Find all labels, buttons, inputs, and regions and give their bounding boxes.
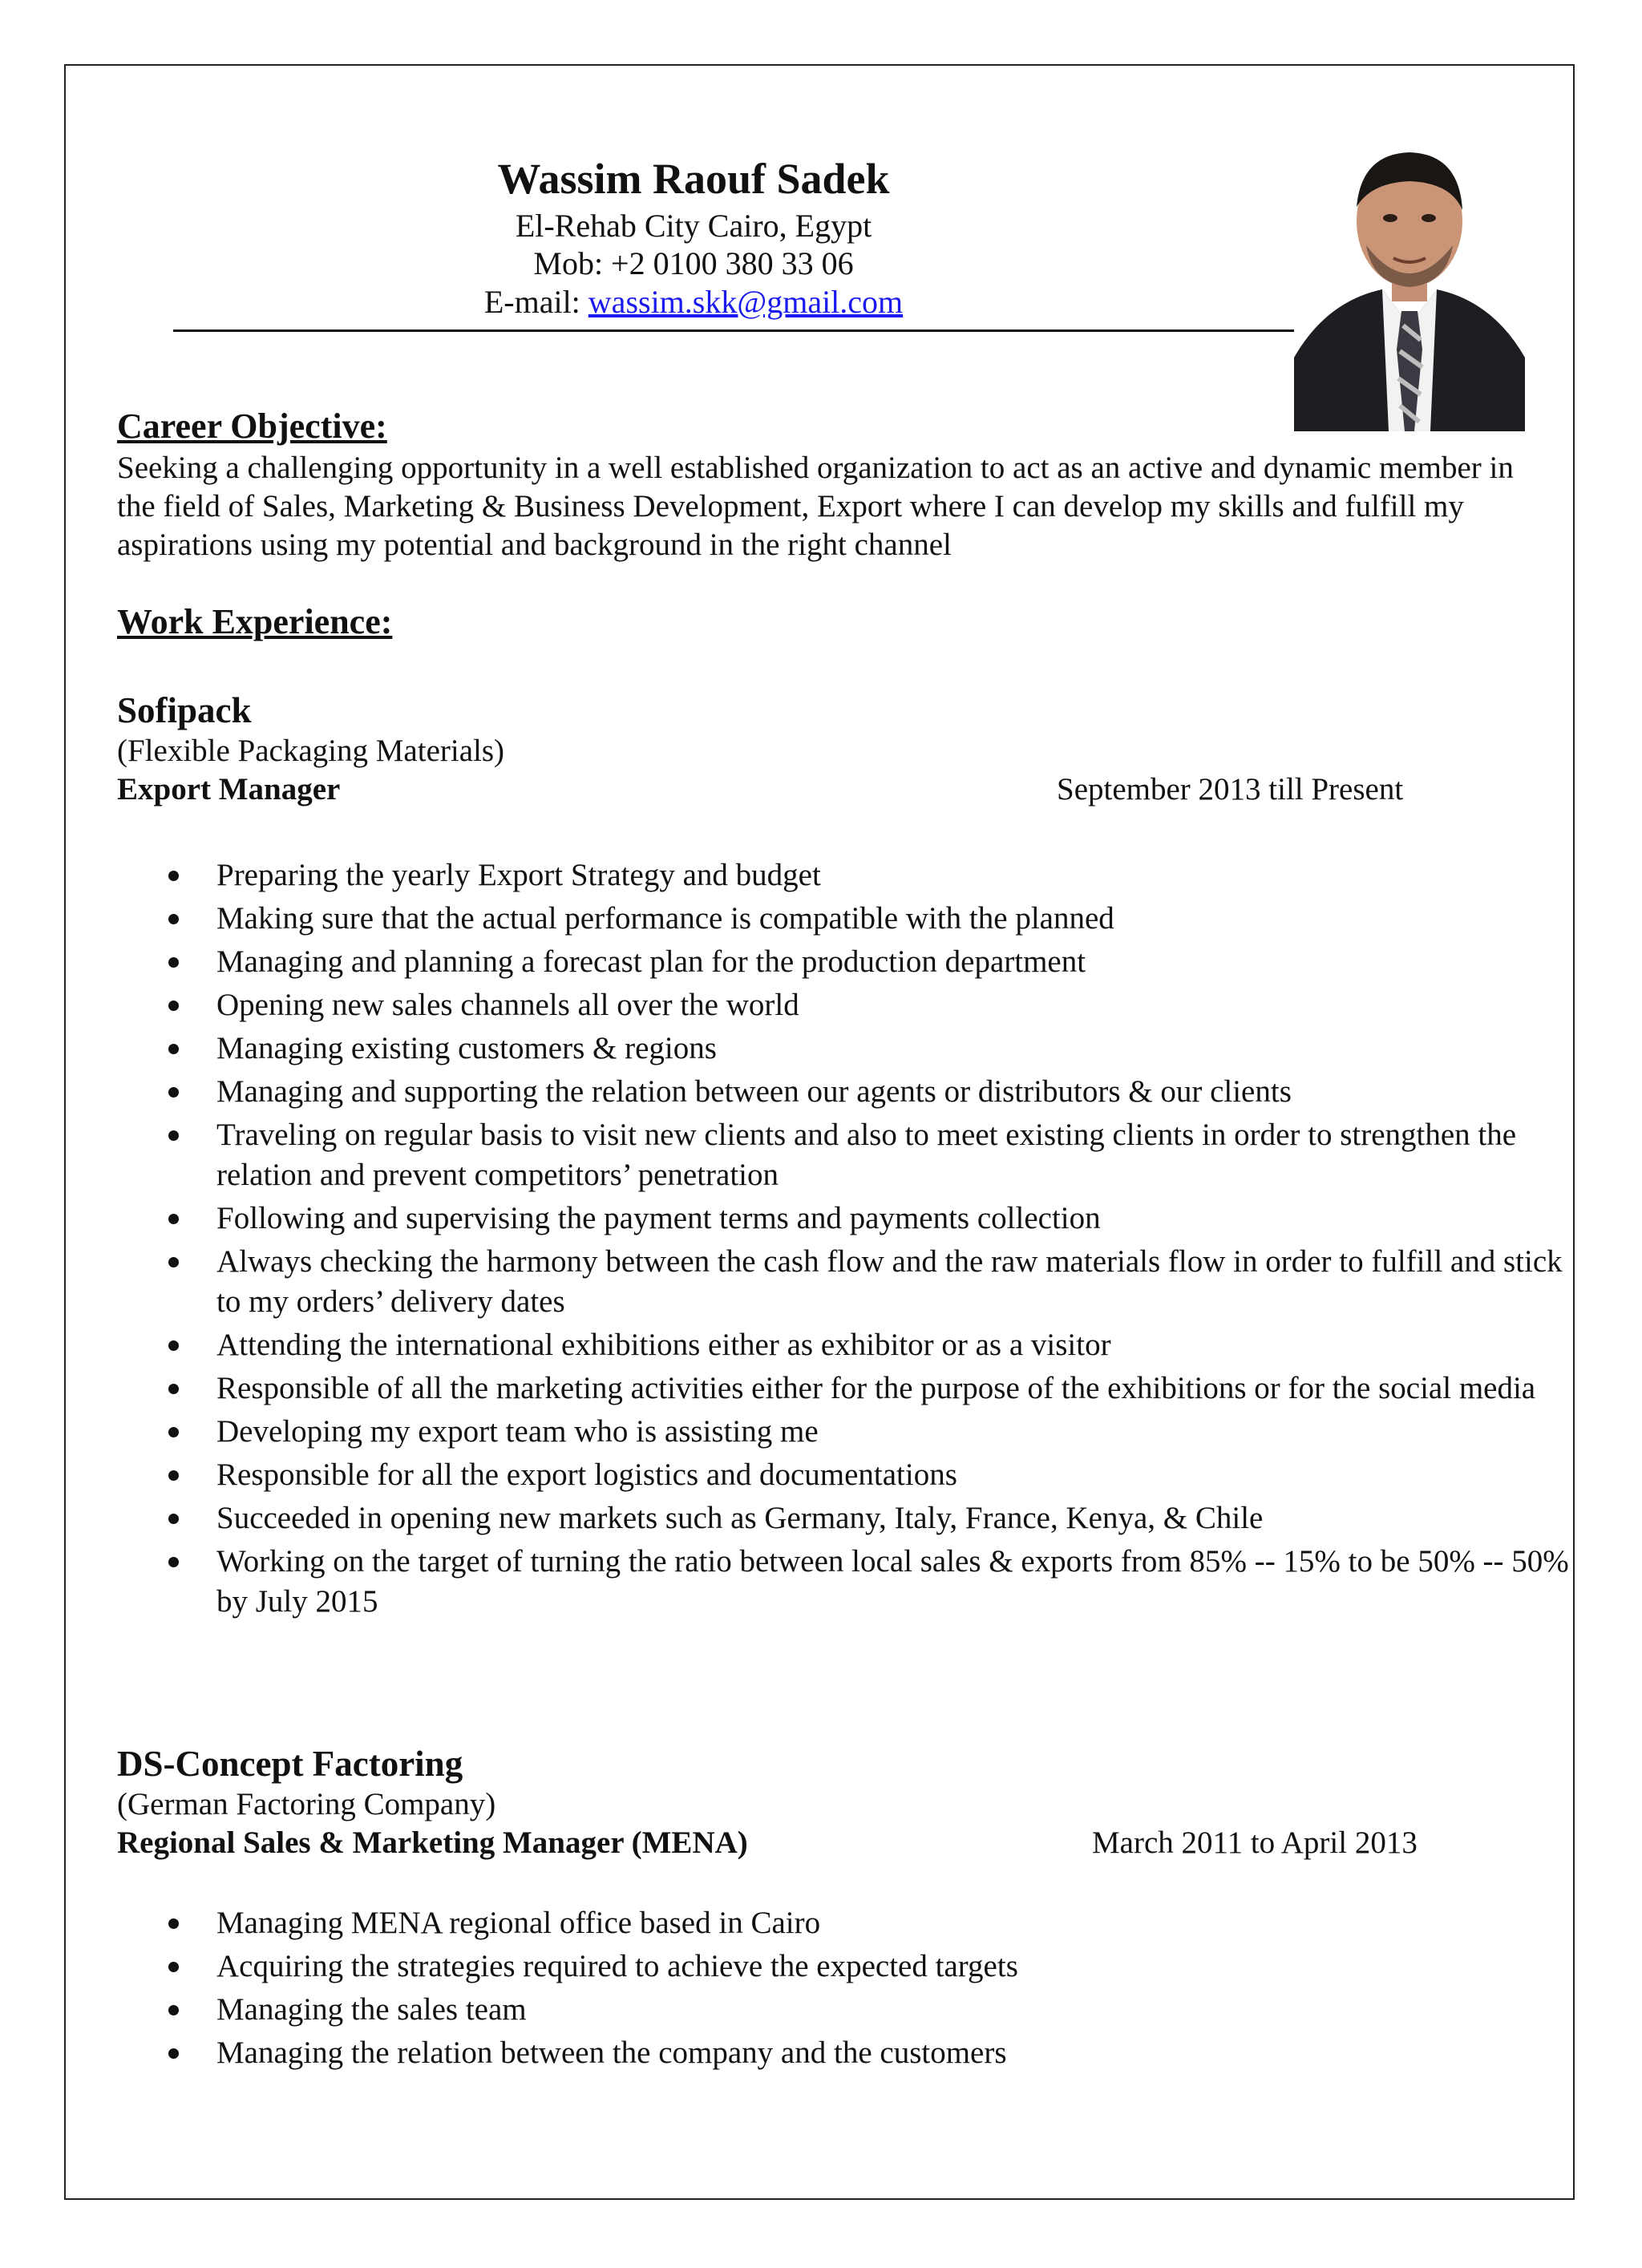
list-item: Succeeded in opening new markets such as Germany, Italy, France, Kenya, & Chile	[0, 1498, 1571, 1538]
bullet-icon	[168, 1514, 179, 1524]
list-item: Making sure that the actual performance is compatible with the planned	[0, 899, 1571, 939]
list-item: Managing and supporting the relation between our agents or distributors & our clients	[0, 1072, 1571, 1112]
profile-photo	[1294, 141, 1525, 431]
work-experience-title: Work Experience:	[117, 602, 393, 641]
email-label: E-mail:	[483, 284, 588, 320]
job-title: Export Manager	[117, 772, 341, 807]
bullet-icon	[168, 1001, 179, 1011]
bullet-icon	[168, 957, 179, 968]
bullet-icon	[168, 1087, 179, 1098]
email-line	[0, 283, 1387, 321]
list-item: Responsible of all the marketing activities either for the purpose of the exhibitions or for the social media	[0, 1368, 1571, 1409]
bullet-icon	[168, 1427, 179, 1437]
list-item: Managing the relation between the company and the customers	[0, 2033, 1571, 2073]
list-item: Preparing the yearly Export Strategy and budget	[0, 855, 1571, 895]
job-responsibilities-list	[0, 855, 1571, 1625]
job-responsibilities-list	[0, 1903, 1571, 2076]
company-industry: (Flexible Packaging Materials)	[117, 734, 505, 768]
list-item: Opening new sales channels all over the world	[0, 985, 1571, 1025]
bullet-icon	[168, 1130, 179, 1141]
bullet-icon	[168, 1962, 179, 1972]
email-link[interactable]: wassim.skk@gmail.com	[588, 284, 904, 320]
bullet-icon	[168, 1384, 179, 1394]
bullet-icon	[168, 2005, 179, 2015]
bullet-icon	[168, 1918, 179, 1929]
career-objective-title: Career Objective:	[117, 406, 387, 446]
header-divider	[173, 329, 1296, 332]
address: El-Rehab City Cairo, Egypt	[515, 208, 872, 244]
bullet-icon	[168, 914, 179, 924]
list-item: Managing the sales team	[0, 1990, 1571, 2030]
list-item: Managing existing customers & regions	[0, 1029, 1571, 1069]
job-dates: March 2011 to April 2013	[1092, 1825, 1418, 1860]
bullet-icon	[168, 1470, 179, 1481]
job-dates: September 2013 till Present	[1057, 772, 1404, 807]
list-item: Developing my export team who is assisting me	[0, 1412, 1571, 1452]
company-name: DS-Concept Factoring	[117, 1744, 463, 1784]
list-item: Managing and planning a forecast plan for the production department	[0, 942, 1571, 982]
job-title: Regional Sales & Marketing Manager (MENA)	[117, 1825, 748, 1860]
list-item: Always checking the harmony between the cash flow and the raw materials flow in order to fulfill and stick to my orders’ delivery dates	[0, 1242, 1571, 1322]
list-item: Working on the target of turning the ratio between local sales & exports from 85% -- 15% to be 50% -- 50% by July 2015	[0, 1542, 1571, 1622]
list-item: Following and supervising the payment terms and payments collection	[0, 1199, 1571, 1239]
candidate-name: Wassim Raouf Sadek	[497, 155, 890, 203]
bullet-icon	[168, 1044, 179, 1054]
mobile-number: Mob: +2 0100 380 33 06	[533, 245, 854, 281]
list-item: Attending the international exhibitions either as exhibitor or as a visitor	[0, 1325, 1571, 1365]
list-item: Managing MENA regional office based in Cairo	[0, 1903, 1571, 1943]
bullet-icon	[168, 1214, 179, 1224]
bullet-icon	[168, 871, 179, 881]
list-item: Acquiring the strategies required to achieve the expected targets	[0, 1947, 1571, 1987]
career-objective-text: Seeking a challenging opportunity in a well established organization to act as an active and dynamic member in the field of Sales, Marketing & Business Development, Export where I can develop my skills and fulfill my aspirations using my potential and background in the right channel	[117, 451, 1514, 562]
company-name: Sofipack	[117, 690, 252, 730]
bullet-icon	[168, 1257, 179, 1267]
bullet-icon	[168, 1557, 179, 1567]
company-industry: (German Factoring Company)	[117, 1787, 496, 1821]
bullet-icon	[168, 2048, 179, 2059]
list-item: Traveling on regular basis to visit new clients and also to meet existing clients in order to strengthen the relation and prevent competitors’ penetration	[0, 1115, 1571, 1195]
bullet-icon	[168, 1340, 179, 1351]
list-item: Responsible for all the export logistics and documentations	[0, 1455, 1571, 1495]
